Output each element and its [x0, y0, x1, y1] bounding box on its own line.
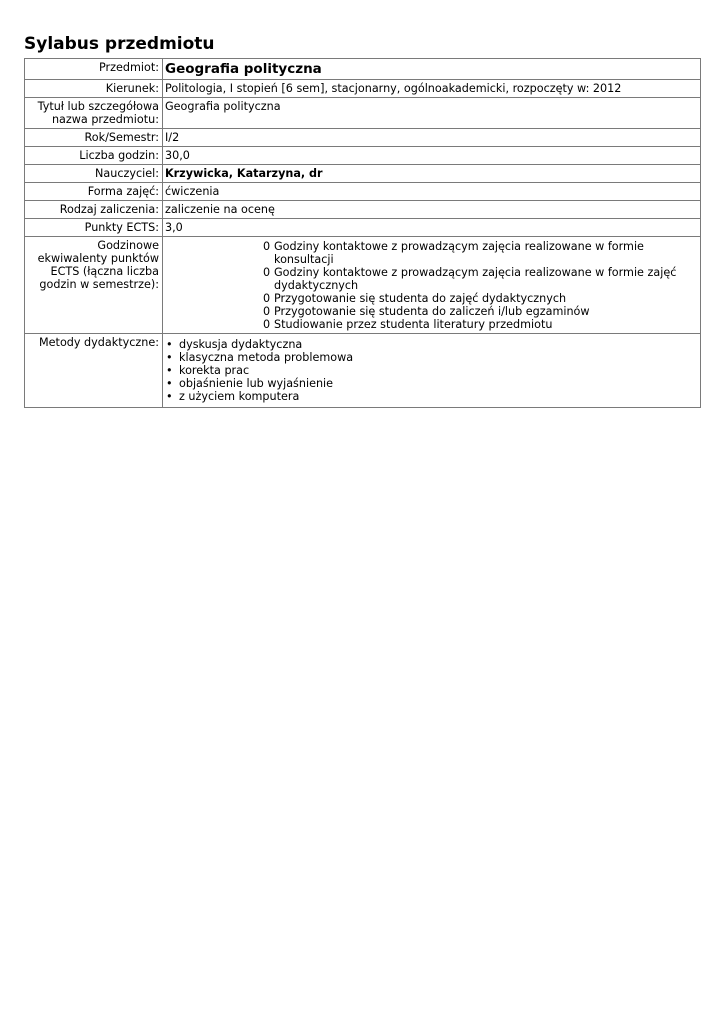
value-rok-semestr: I/2	[163, 129, 701, 147]
method-item	[166, 351, 700, 364]
bullet-icon: •	[166, 390, 173, 403]
method-item	[166, 377, 700, 390]
ects-hours-text: Studiowanie przez studenta literatury przedmiotu	[274, 318, 553, 331]
bullet-icon: •	[166, 364, 173, 377]
label-rodzaj-zaliczenia: Rodzaj zaliczenia:	[25, 201, 163, 219]
label-nauczyciel: Nauczyciel:	[25, 165, 163, 183]
label-forma-zajec: Forma zajęć:	[25, 183, 163, 201]
label-rok-semestr: Rok/Semestr:	[25, 129, 163, 147]
bullet-icon: •	[166, 338, 173, 351]
methods-list	[163, 334, 700, 407]
value-przedmiot: Geografia polityczna	[163, 59, 701, 80]
method-text: objaśnienie lub wyjaśnienie	[179, 377, 334, 390]
ects-hours-item	[263, 318, 700, 331]
method-item	[166, 338, 700, 351]
row-tytul	[25, 98, 701, 129]
row-punkty-ects	[25, 219, 701, 237]
label-liczba-godzin: Liczba godzin:	[25, 147, 163, 165]
value-forma-zajec: ćwiczenia	[163, 183, 701, 201]
method-item	[166, 364, 700, 377]
value-ects-hours	[163, 237, 701, 334]
ects-hours-item	[263, 240, 700, 266]
bullet-icon: •	[166, 377, 173, 390]
ects-hours-item	[263, 266, 700, 292]
ects-hours-value: 0	[263, 266, 271, 279]
ects-hours-text: Godziny kontaktowe z prowadzącym zajęcia realizowane w formie zajęć dydaktycznych	[274, 266, 677, 292]
syllabus-table	[24, 58, 701, 408]
value-kierunek: Politologia, I stopień [6 sem], stacjonarny, ogólnoakademicki, rozpoczęty w: 2012	[163, 80, 701, 98]
method-item	[166, 390, 700, 403]
row-nauczyciel	[25, 165, 701, 183]
label-ects-hours: Godzinowe ekwiwalenty punktów ECTS (łączna liczba godzin w semestrze):	[25, 237, 163, 334]
row-ects-hours	[25, 237, 701, 334]
row-rok-semestr	[25, 129, 701, 147]
row-liczba-godzin	[25, 147, 701, 165]
value-tytul: Geografia polityczna	[163, 98, 701, 129]
row-metody-dydaktyczne	[25, 334, 701, 408]
ects-hours-text: Przygotowanie się studenta do zajęć dydaktycznych	[274, 292, 567, 305]
value-rodzaj-zaliczenia: zaliczenie na ocenę	[163, 201, 701, 219]
method-text: korekta prac	[179, 364, 250, 377]
bullet-icon: •	[166, 351, 173, 364]
ects-hours-text: Przygotowanie się studenta do zaliczeń i/lub egzaminów	[274, 305, 590, 318]
ects-hours-value: 0	[263, 240, 271, 253]
method-text: z użyciem komputera	[179, 390, 300, 403]
ects-hours-value: 0	[263, 318, 271, 331]
row-rodzaj-zaliczenia	[25, 201, 701, 219]
ects-hours-text: Godziny kontaktowe z prowadzącym zajęcia realizowane w formie konsultacji	[274, 240, 644, 266]
page-title: Sylabus przedmiotu	[24, 34, 215, 54]
ects-hours-item	[263, 305, 700, 318]
value-liczba-godzin: 30,0	[163, 147, 701, 165]
method-text: klasyczna metoda problemowa	[179, 351, 354, 364]
label-kierunek: Kierunek:	[25, 80, 163, 98]
ects-hours-value: 0	[263, 305, 271, 318]
value-metody-dydaktyczne	[163, 334, 701, 408]
method-text: dyskusja dydaktyczna	[179, 338, 303, 351]
value-nauczyciel: Krzywicka, Katarzyna, dr	[163, 165, 701, 183]
ects-hours-item	[263, 292, 700, 305]
label-tytul: Tytuł lub szczegółowa nazwa przedmiotu:	[25, 98, 163, 129]
row-kierunek	[25, 80, 701, 98]
label-metody-dydaktyczne: Metody dydaktyczne:	[25, 334, 163, 408]
row-forma-zajec	[25, 183, 701, 201]
label-przedmiot: Przedmiot:	[25, 59, 163, 80]
ects-hours-list	[163, 237, 700, 333]
row-przedmiot	[25, 59, 701, 80]
ects-hours-value: 0	[263, 292, 271, 305]
value-punkty-ects: 3,0	[163, 219, 701, 237]
label-punkty-ects: Punkty ECTS:	[25, 219, 163, 237]
